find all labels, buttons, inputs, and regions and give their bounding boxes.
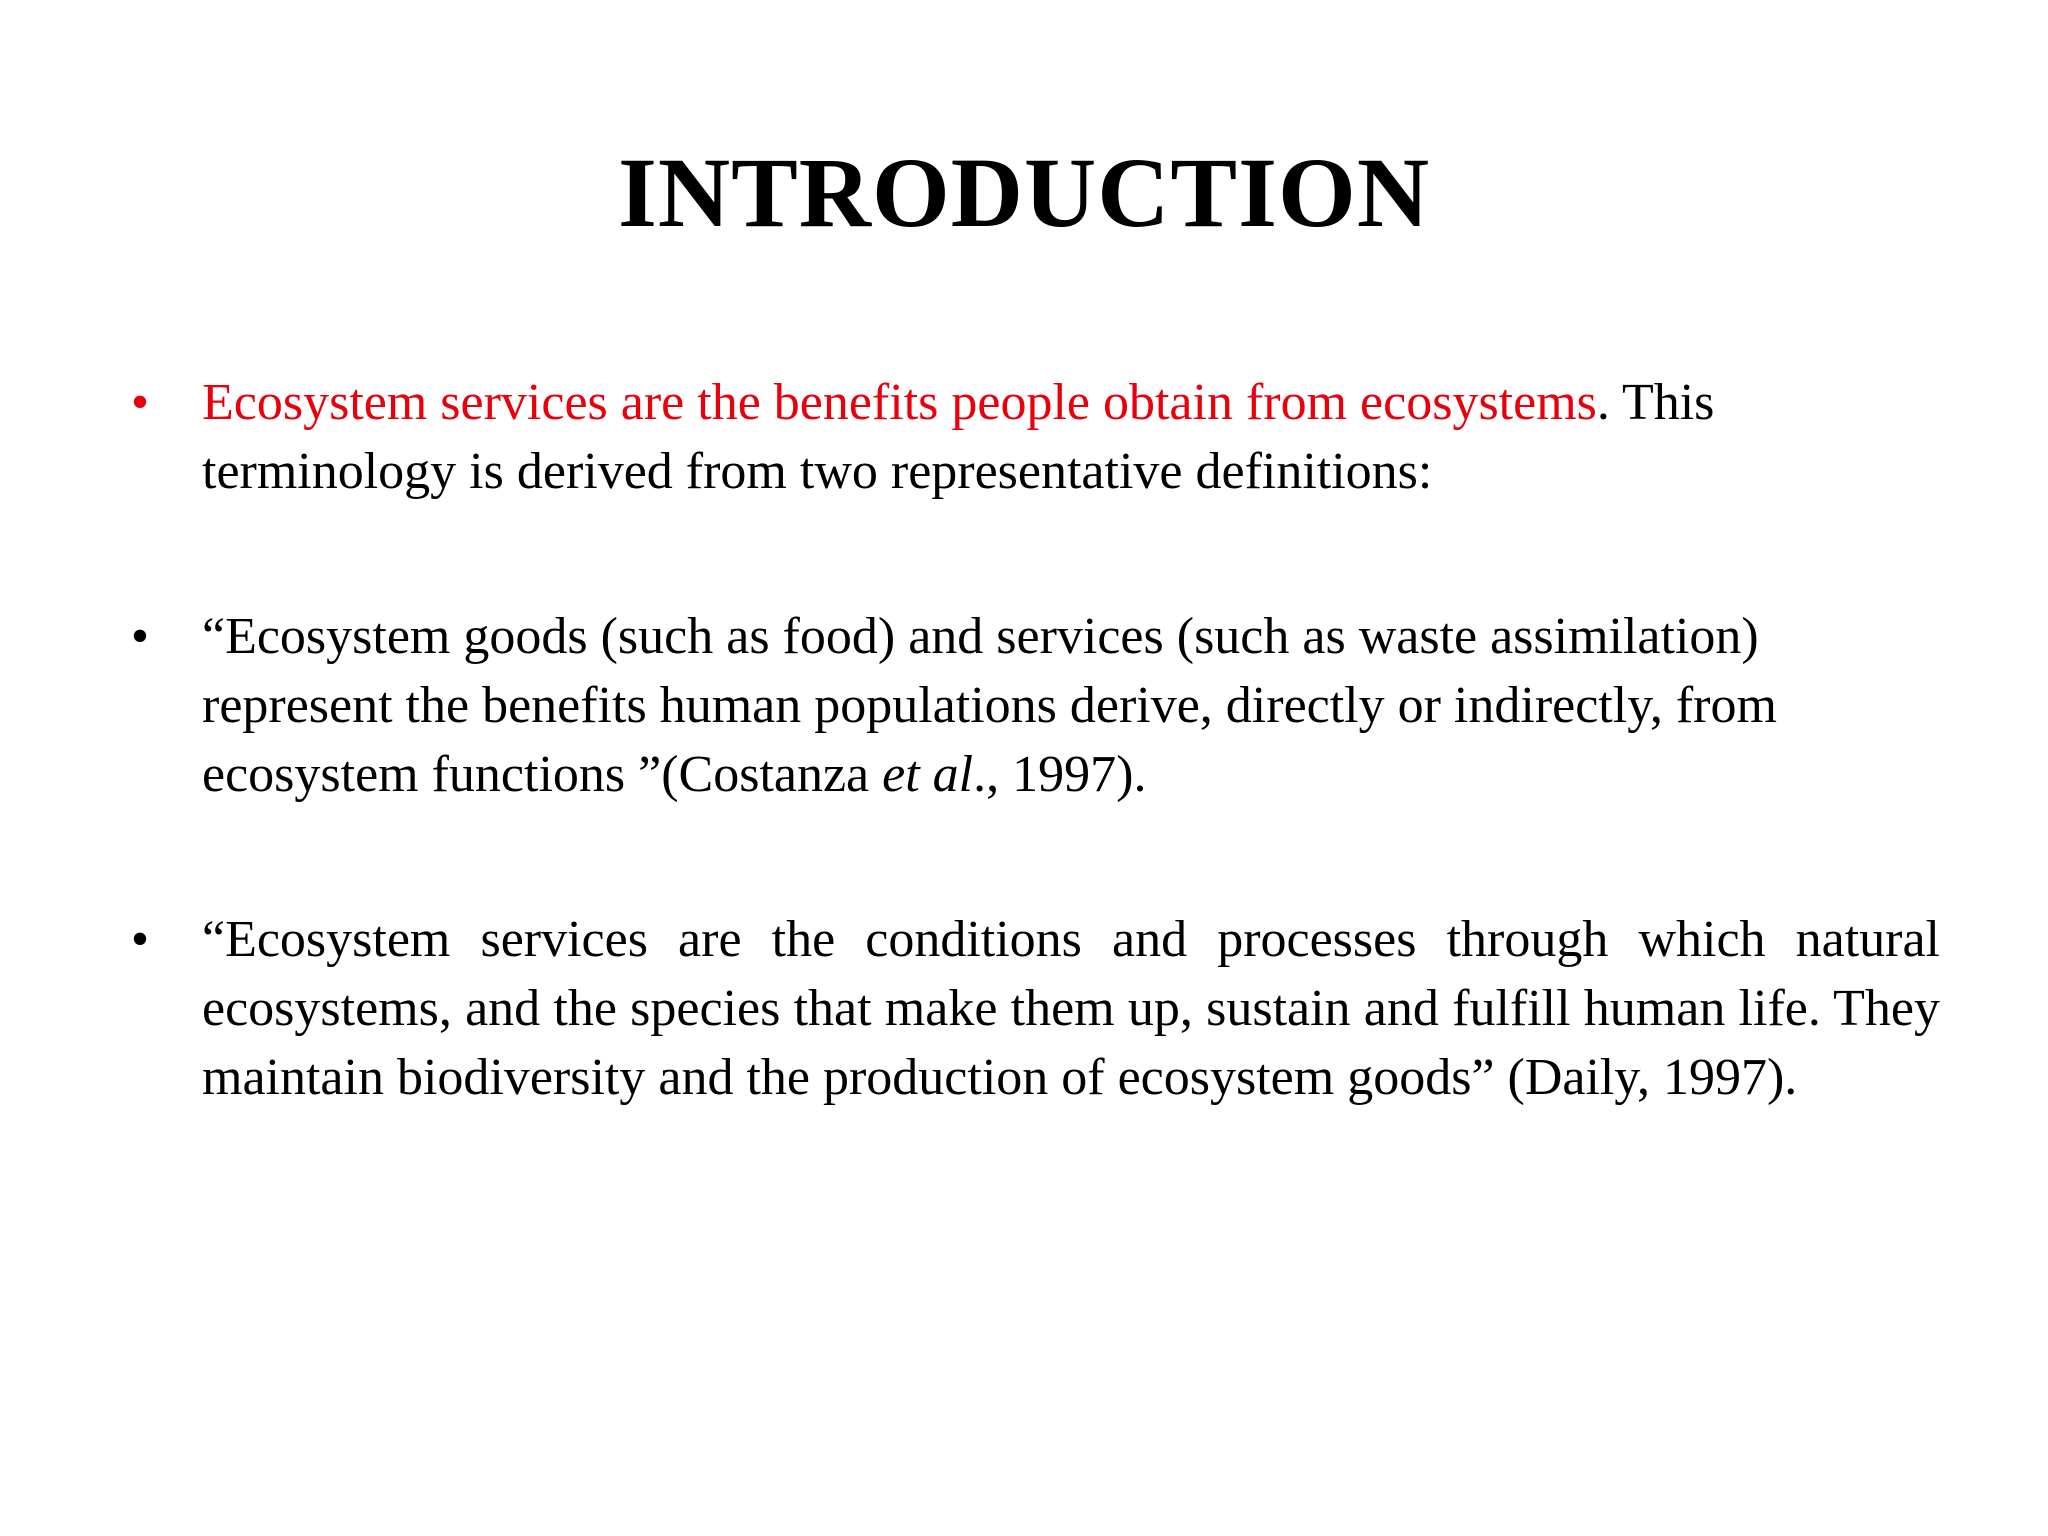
slide-title: INTRODUCTION [617, 137, 1431, 248]
bullet-list [120, 368, 1940, 1112]
costanza-quote-citation: ., 1997). [973, 746, 1147, 803]
bullet-item-costanza-quote [120, 602, 1940, 809]
daily-quote-text: “Ecosystem services are the conditions and processes through which natural ecosystems, and the species that make them up, sustain and fulfill human life. They maintain biodiversity and the production of ecosystem goods” (Daily, 1997). [202, 911, 1940, 1106]
bullet-dot-icon: • [130, 374, 150, 431]
bullet-dot-icon: • [130, 911, 150, 968]
costanza-quote-text: “Ecosystem goods (such as food) and services (such as waste assimilation) represent the benefits human populations derive, directly or indirectly, from ecosystem functions ”(Costanza [202, 608, 1777, 803]
bullet-item-definition [120, 368, 1940, 506]
definition-continuation: . This terminology is derived from two representative definitions: [202, 374, 1715, 500]
costanza-quote-italic: et al [882, 746, 974, 803]
bullet-dot-icon: • [130, 608, 150, 665]
highlighted-definition: Ecosystem services are the benefits people obtain from ecosystems [202, 374, 1597, 431]
bullet-item-daily-quote [120, 905, 1940, 1112]
